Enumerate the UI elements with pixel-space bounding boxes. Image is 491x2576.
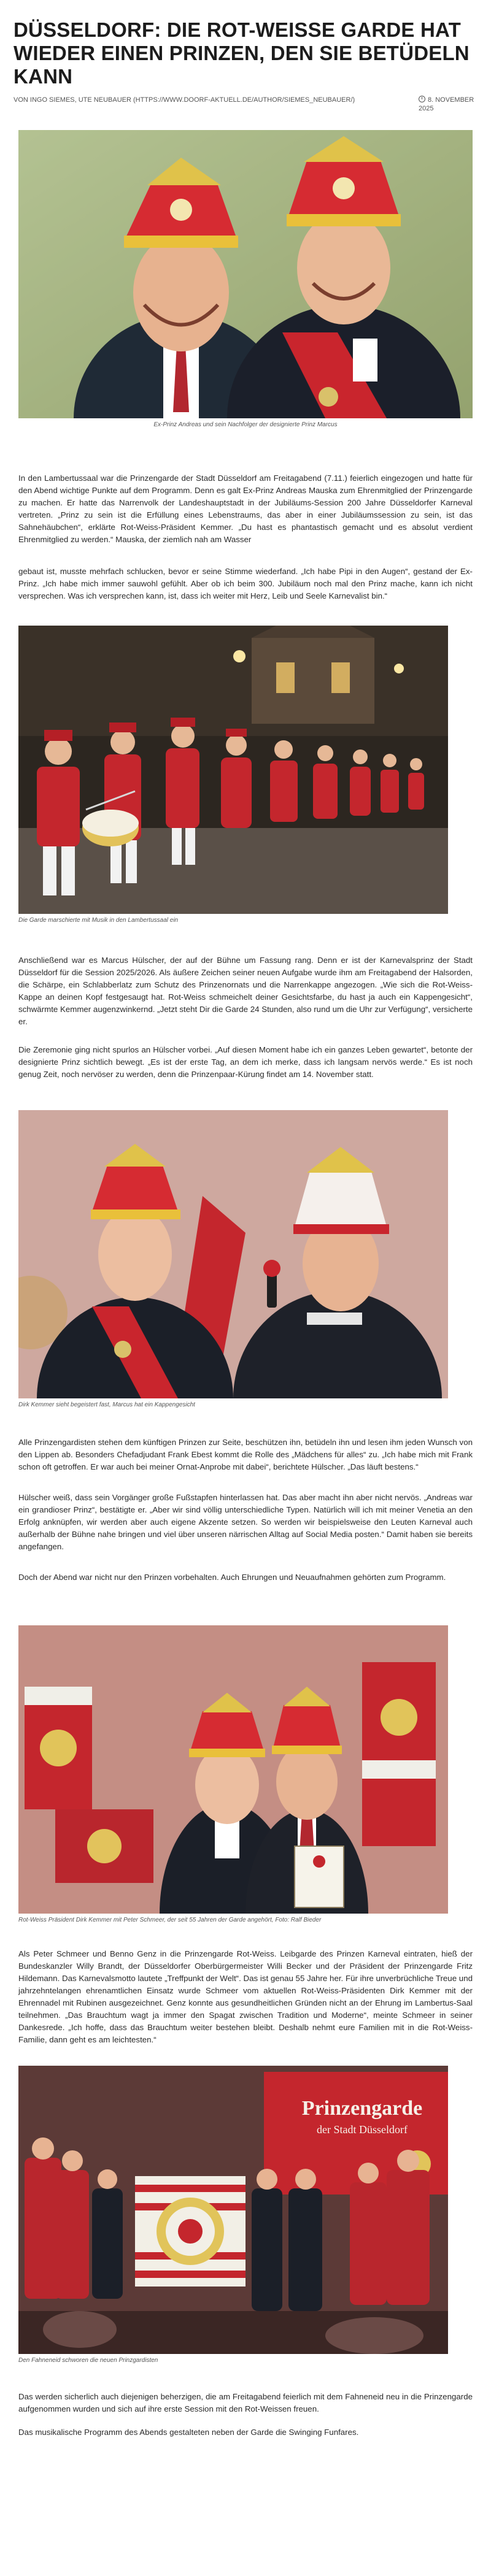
- paragraph-3: Anschließend war es Marcus Hülscher, der auf der Bühne um Fassung rang. Denn er ist der Karnevalsprinz der Stadt Düsseldorf für die Session 2025/2026. Als äußere Zeichen seiner neuen Aufgabe wurde ihm am Freitagabend der Halsorden, die Schärpe, ein Schlabberlatz zum Schutz des Prinzenornats und die Narrenkappe angezogen. „Wie sich die Rot-Weiss-Kappe an deinen Kopf festgesaugt hat. Rot-Weiss schmeichelt deiner Gesichtsfarbe, du hast ja auch ein Kappengesicht“, schwärmte Kemmer augenzwinkernd. „Jetzt steht Dir die Garde 24 Stunden, also rund um die Uhr zur Verfügung“, versicherte er.: [18, 956, 473, 1026]
- photo-kemmer-schmeer[interactable]: [18, 1625, 448, 1914]
- photo-kemmer-marcus[interactable]: [18, 1110, 448, 1398]
- article-title: DÜSSELDORF: DIE ROT-WEISSE GARDE HAT WIEDER EINEN PRINZEN, DEN SIE BETÜDELN KANN: [14, 18, 470, 88]
- paragraph-1: In den Lambertussaal war die Prinzengarde der Stadt Düsseldorf am Freitagabend (7.11.) feierlich eingezogen und hatte für den Abend wichtige Punkte auf dem Programm. Denn es galt Ex-Prinz Andreas Mauska zum Ehrenmitglied der Prinzengarde zu machen. Er hatte das Narrenvolk der Landeshauptstadt in der Jubiläums-Session 200 Jahre Düsseldorfer Karneval vertreten. „Prinz zu sein ist die Erfüllung eines Lebenstraums, das aber in einer Jubiläumssession zu sein, ist das Sahnehäubchen“, erklärte Rot-Weiss-Präsident Kemmer. „Du hast es phantastisch gemacht und es absolut verdient Ehrenmitglied zu werden.“ Mauska, der ziemlich nah am Wasser: [18, 473, 473, 544]
- figure-4-caption: Rot-Weiss Präsident Dirk Kemmer mit Peter Schmeer, der seit 55 Jahren der Garde angehört, Foto: Ralf Bieder: [18, 1917, 322, 1923]
- article-byline: [14, 96, 394, 104]
- paragraph-10: Das musikalische Programm des Abends gestalteten neben der Garde die Swinging Funfares.: [18, 2428, 359, 2437]
- byline-authors: VON INGO SIEMES, UTE NEUBAUER: [14, 96, 131, 104]
- clock-icon: [419, 96, 425, 102]
- paragraph-6: Hülscher weiß, dass sein Vorgänger große Fußstapfen hinterlassen hat. Das aber macht ihn aber nicht nervös. „Andreas war ein grandioser Prinz“, bestätigte er. „Aber wir sind völlig unterschiedliche Typen. Natürlich will ich mit meiner Venetia an den Erfolg anknüpfen, wir werden aber auch eigene Akzente setzen. So werden wir beispielsweise den Leuten Karneval auch außerhalb der Bühne nahe bringen und viel über unseren närrischen Alltag auf Social Media posten.“ Damit haben sie bereits angefangen.: [18, 1493, 473, 1551]
- banner-title-text: Prinzengarde: [301, 2097, 423, 2120]
- paragraph-5: Alle Prinzengardisten stehen dem künftigen Prinzen zur Seite, beschützen ihn, betüdeln ihn und lesen ihm jeden Wunsch von den Lippen ab. Besonders Chefadjudant Frank Ebest kommt die Rolle des „Mädchens für alles“ zu. „Ich habe mich mit Frank schon oft getroffen. Er war auch bei meiner Ornat-Anprobe mit dabei“, berichtete Hülscher. „Das läuft bestens.“: [18, 1438, 473, 1471]
- figure-3-caption: Dirk Kemmer sieht begeistert fast, Marcus hat ein Kappengesicht: [18, 1401, 195, 1408]
- figure-1-caption: Ex-Prinz Andreas und sein Nachfolger der designierte Prinz Marcus: [153, 421, 338, 428]
- article-date: [419, 96, 480, 113]
- photo-prince-portrait[interactable]: [18, 130, 473, 418]
- figure-5: [18, 2066, 448, 2364]
- paragraph-9: Das werden sicherlich auch diejenigen beherzigen, die am Freitagabend feierlich mit dem Fahneneid neu in die Prinzengarde aufgenommen wurden und sich auf ihre erste Session mit den Rot-Weissen freuen.: [18, 2392, 473, 2413]
- figure-1: [18, 130, 473, 429]
- photo-garde-march[interactable]: [18, 626, 448, 914]
- author-link[interactable]: (HTTPS://WWW.DOORF-AKTUELL.DE/AUTHOR/SIEMES_NEUBAUER/): [133, 96, 355, 104]
- figure-4: [18, 1625, 448, 1924]
- paragraph-2: gebaut ist, musste mehrfach schlucken, bevor er seine Stimme wiederfand. „Ich habe Pipi in den Augen“, gestand der Ex-Prinz. „Ich habe mich immer sauwohl gefühlt. Aber ob ich beim 300. Jubiläum noch mal den Prinz mache, kann ich nicht versprechen. Was ich versprechen kann, ist, dass ich weiter mit Herz, Leib und Seele Karnevalist bin.“: [18, 567, 473, 600]
- photo-fahneneid[interactable]: [18, 2066, 448, 2354]
- figure-5-caption: Den Fahneneid schworen die neuen Prinzgardisten: [18, 2357, 158, 2364]
- date-text: 8. NOVEMBER 2025: [419, 96, 474, 112]
- banner-subtitle-text: der Stadt Düsseldorf: [317, 2123, 408, 2136]
- paragraph-7: Doch der Abend war nicht nur den Prinzen vorbehalten. Auch Ehrungen und Neuaufnahmen gehörten zum Programm.: [18, 1573, 446, 1582]
- figure-3: [18, 1110, 448, 1409]
- paragraph-8: Als Peter Schmeer und Benno Genz in die Prinzengarde Rot-Weiss. Leibgarde des Prinzen Karneval eintraten, hieß der Bundeskanzler Willy Brandt, der Düsseldorfer Oberbürgermeister Willi Becker und der Präsident der Prinzengarde Fritz Hildemann. Das Karnevalsmotto lautete „Treffpunkt der Welt“. Das ist genau 55 Jahre her. Für ihre unverbrüchliche Treue und jahrzehntelangen ehrenamtlichen Einsatz wurde Schmeer vom aktuellen Rot-Weiss-Präsidenten Dirk Kemmer mit der Ehrennadel mit Rubinen ausgezeichnet. Genz konnte aus gesundheitlichen Gründen nicht an der Ehrung im Lambertus-Saal teilnehmen. „Das Brauchtum wagt ja immer den Spagat zwischen Tradition und Moderne“, meinte Schmeer in seiner Dankesrede. „Ich hoffe, dass das Brauchtum weiter bestehen bleibt. Deshalb nehmt eure Familien mit in die Rot-Weiss-Familie, dann geht es am leichtesten.“: [18, 1949, 473, 2044]
- figure-2: [18, 626, 448, 924]
- paragraph-4: Die Zeremonie ging nicht spurlos an Hülscher vorbei. „Auf diesen Moment habe ich ein ganzes Leben gewartet“, betonte der designierte Prinz sichtlich bewegt. „Es ist der erste Tag, an dem ich merke, dass ich langsam nervös werde.“ Es ist noch genug Zeit, noch nervöser zu werden, denn die Prinzenpaar-Kürung findet am 14. November statt.: [18, 1045, 473, 1079]
- figure-2-caption: Die Garde marschierte mit Musik in den Lambertussaal ein: [18, 917, 179, 924]
